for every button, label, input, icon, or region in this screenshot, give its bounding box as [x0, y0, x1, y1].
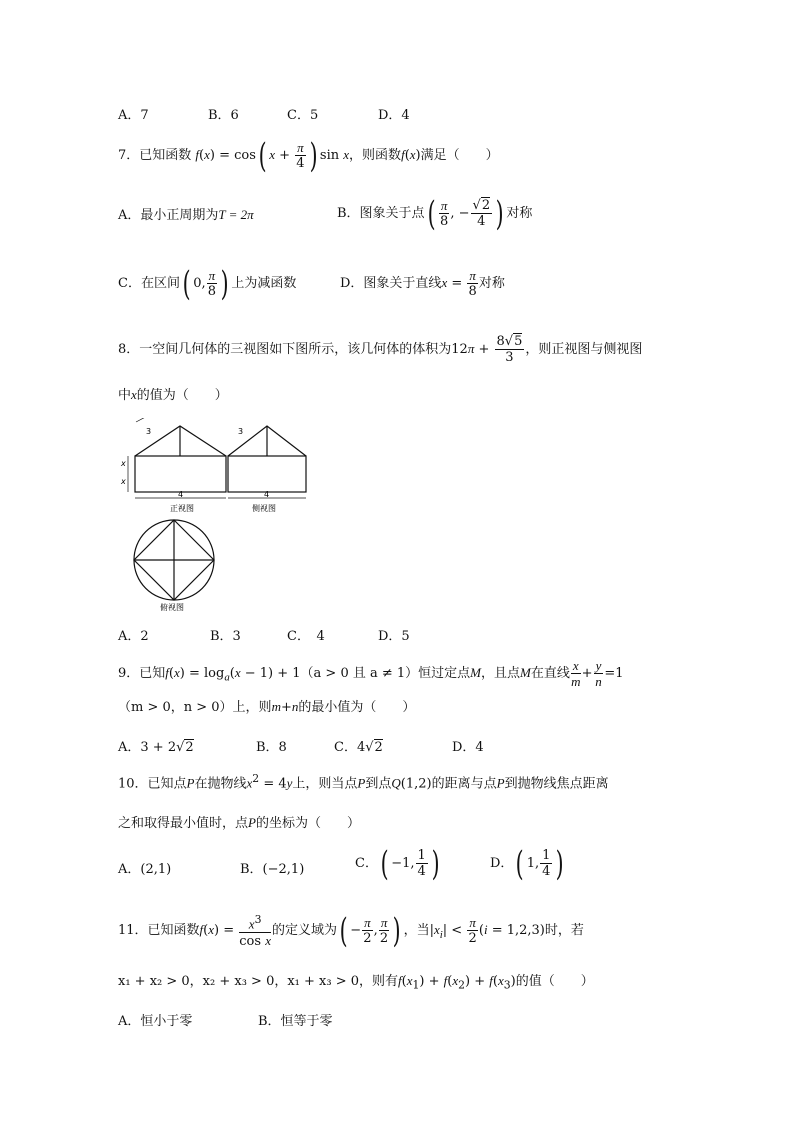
- q7-option-d: D．图象关于直线x = $\frac{\pi}{8}$ 对称: [340, 268, 505, 299]
- front-dim-4: 4: [178, 490, 184, 499]
- q8-option-a: A．2: [118, 629, 149, 644]
- side-view: [228, 426, 306, 498]
- side-dim-3: 3: [238, 427, 244, 436]
- q10-option-a: A．(2,1): [118, 862, 172, 877]
- q8-stem: 8．一空间几何体的三视图如下图所示，该几何体的体积为12π + $\frac{8√5}{3}$ ，则正视图与侧视图: [118, 334, 643, 365]
- q8-option-c: C． 4: [287, 629, 325, 644]
- three-view-figure: [118, 418, 318, 617]
- q9-option-d: D．4: [452, 740, 484, 755]
- q11-stem: 11．已知函数f(x) = $\frac{x^3}{\text{cos x}}$ 的定义域为( − $\frac{\pi}{2}$ , $\frac{\pi}{2}$ ) ，当$|x_i|$ < $\frac{\pi}{2}$ (i = 1,2,3)时，若: [118, 910, 584, 951]
- q11-option-a: A．恒小于零: [118, 1014, 193, 1029]
- q10-stem: 10．已知点P在抛物线$x^2 = 4y$上，则当点P到点Q(1,2)的距离与点P到抛物线焦点距离: [118, 772, 609, 792]
- q7-option-c: C．在区间( 0, $\frac{\pi}{8}$ ) 上为减函数: [118, 263, 297, 304]
- q6-option-c: C．5: [287, 108, 319, 123]
- q9-option-b: B．8: [256, 740, 287, 755]
- q9-stem: 9．已知$f(x) = \log_a(x - 1) + 1(a > 0$ 且 a ≠ 1）恒过定点M，且点M在直线 $\frac{x}{m}$ + $\frac{y}{n}$ =1: [118, 658, 624, 689]
- q10-option-c: C．( −1, $\frac{1}{4}$ ): [355, 843, 440, 884]
- q6-option-a: A．7: [118, 108, 149, 123]
- q6-option-b: B．6: [208, 108, 239, 123]
- q10-stem-line2: 之和取得最小值时，点P的坐标为（ ）: [118, 815, 360, 831]
- q8-option-d: D．5: [378, 629, 410, 644]
- q11-option-b: B．恒等于零: [258, 1014, 333, 1029]
- q7-stem: 7．已知函数 f(x) = cos( x + $\frac{\pi}{4}$ ) sin x，则函数f(x)满足（ ）: [118, 135, 499, 176]
- front-dim-3: 3: [146, 427, 152, 436]
- q11-stem-line2: x₁ + x₂ > 0，x₂ + x₃ > 0，x₁ + x₃ > 0，则有$f(x_1) + f(x_2) + f(x_3)$的值（ ）: [118, 973, 594, 992]
- q7-option-a: A．最小正周期为T = 2π: [118, 207, 254, 223]
- front-view: [128, 418, 226, 498]
- q10-option-d: D．( 1, $\frac{1}{4}$ ): [490, 843, 565, 884]
- q8-stem-line2: 中x的值为（ ）: [118, 387, 228, 403]
- side-view-label: 侧视图: [252, 504, 276, 513]
- q9-option-a: A．3 + 2√2: [118, 740, 194, 755]
- q10-option-b: B．(−2,1): [240, 862, 305, 877]
- front-dim-x1: x: [121, 459, 126, 468]
- front-view-label: 正视图: [170, 504, 194, 513]
- q9-option-c: C．4√2: [334, 740, 383, 755]
- q8-option-b: B．3: [210, 629, 241, 644]
- q6-option-d: D．4: [378, 108, 410, 123]
- top-view: [134, 520, 214, 600]
- q7-option-b: B．图象关于点( $\frac{\pi}{8}$ , − $\frac{√2}{4}$ ) 对称: [337, 193, 533, 234]
- top-view-label: 俯视图: [160, 603, 184, 612]
- side-dim-4: 4: [264, 490, 270, 499]
- front-dim-x2: x: [121, 477, 126, 486]
- q9-stem-line2: （m > 0，n > 0）上，则m+n的最小值为（ ）: [118, 699, 416, 715]
